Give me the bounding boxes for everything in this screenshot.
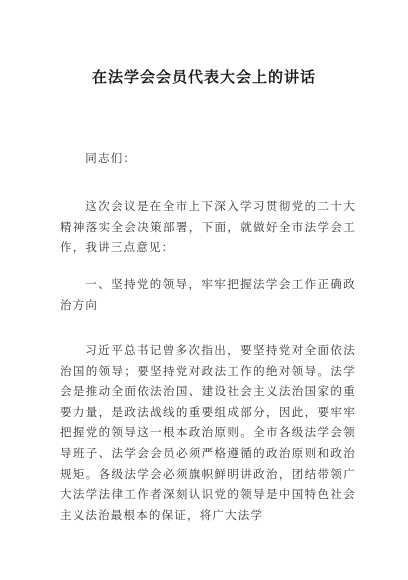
section-heading-1: 一、坚持党的领导，牢牢把握法学会工作正确政治方向 <box>60 277 356 312</box>
document-title: 在法学会会员代表大会上的讲话 <box>91 68 316 86</box>
greeting-paragraph: 同志们： <box>85 151 137 165</box>
intro-paragraph: 这次会议是在全市上下深入学习贯彻党的二十大精神落实全会决策部署，下面，就做好全市法学会工作，我讲三点意见： <box>60 199 356 255</box>
section-body-1: 习近平总书记曾多次指出，要坚持党对全面依法治国的领导；要坚持党对政法工作的绝对领导。法学会是推动全面依法治国、建设社会主义法治国家的重要力量，是政法战线的重要组成部分，因此，要牢牢把握党的领导这一根本政治原则。全市各级法学会领导班子、法学会会员必须严格遵循的政治原则和政治规矩。各级法学会必须旗帜鲜明讲政治，团结带领广大法学法律工作者深刻认识党的领导是中国特色社会主义法治最根本的保证，将广大法学 <box>60 343 356 522</box>
